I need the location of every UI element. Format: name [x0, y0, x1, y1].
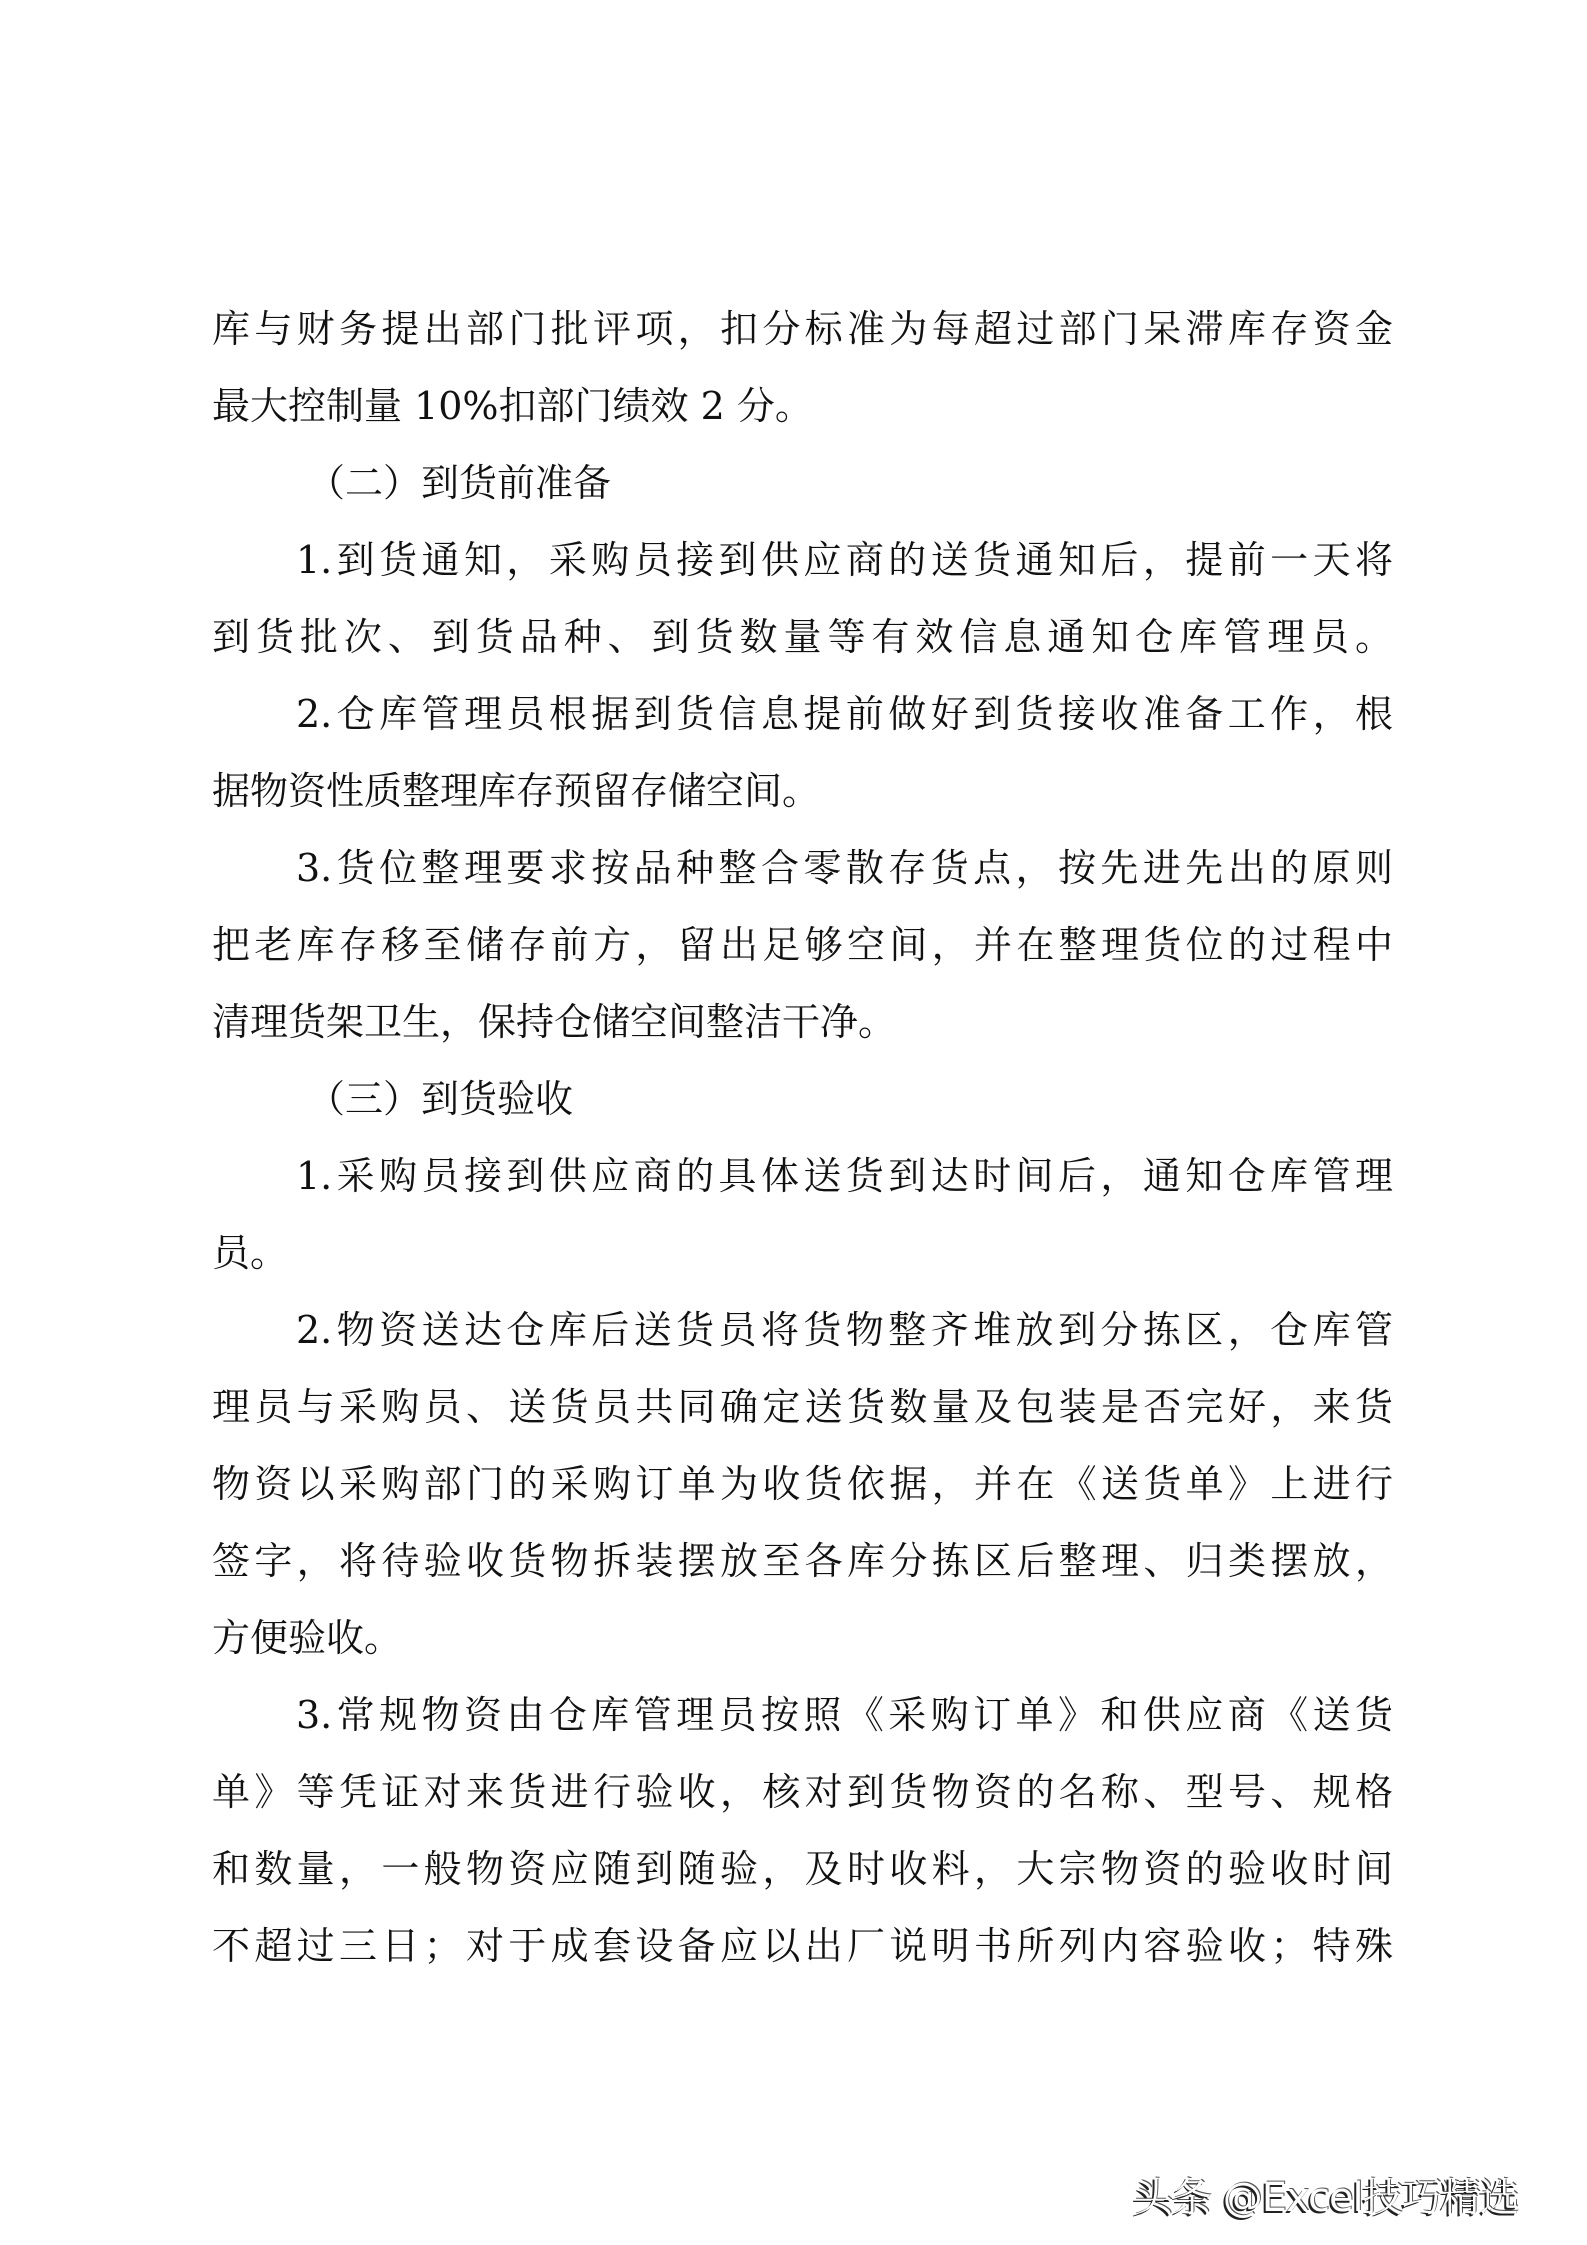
document-body — [212, 291, 1393, 1985]
text-line: 把老库存移至储存前方，留出足够空间，并在整理货位的过程中 — [212, 923, 1393, 967]
text-line: 单》等凭证对来货进行验收，核对到货物资的名称、型号、规格 — [212, 1770, 1393, 1814]
text-line: 最大控制量 10%扣部门绩效 2 分。 — [212, 384, 813, 428]
text-line: 清理货架卫生，保持仓储空间整洁干净。 — [212, 1000, 897, 1044]
text-line: 物资以采购部门的采购订单为收货依据，并在《送货单》上进行 — [212, 1462, 1393, 1506]
text-line: 3.货位整理要求按品种整合零散存货点，按先进先出的原则 — [296, 846, 1393, 890]
text-line: 2.仓库管理员根据到货信息提前做好到货接收准备工作，根 — [296, 692, 1393, 736]
text-line: 不超过三日；对于成套设备应以出厂说明书所列内容验收；特殊 — [212, 1924, 1393, 1968]
text-line: 2.物资送达仓库后送货员将货物整齐堆放到分拣区，仓库管 — [296, 1308, 1393, 1352]
text-line: 1.采购员接到供应商的具体送货到达时间后，通知仓库管理 — [296, 1154, 1393, 1198]
text-line: 和数量，一般物资应随到随验，及时收料，大宗物资的验收时间 — [212, 1847, 1393, 1891]
watermark: 头条 @Excel技巧精选 — [1133, 2175, 1519, 2221]
section-heading: （二）到货前准备 — [307, 461, 612, 505]
text-line: 方便验收。 — [212, 1616, 403, 1660]
text-line: 到货批次、到货品种、到货数量等有效信息通知仓库管理员。 — [212, 615, 1393, 659]
text-line: 据物资性质整理库存预留存储空间。 — [212, 769, 821, 813]
text-line: 理员与采购员、送货员共同确定送货数量及包装是否完好，来货 — [212, 1385, 1393, 1429]
text-line: 库与财务提出部门批评项，扣分标准为每超过部门呆滞库存资金 — [212, 307, 1393, 351]
text-line: 签字，将待验收货物拆装摆放至各库分拣区后整理、归类摆放， — [212, 1539, 1393, 1583]
text-line: 3.常规物资由仓库管理员按照《采购订单》和供应商《送货 — [296, 1693, 1393, 1737]
section-heading: （三）到货验收 — [307, 1077, 574, 1121]
text-line: 1.到货通知，采购员接到供应商的送货通知后，提前一天将 — [296, 538, 1393, 582]
text-line: 员。 — [212, 1231, 289, 1275]
